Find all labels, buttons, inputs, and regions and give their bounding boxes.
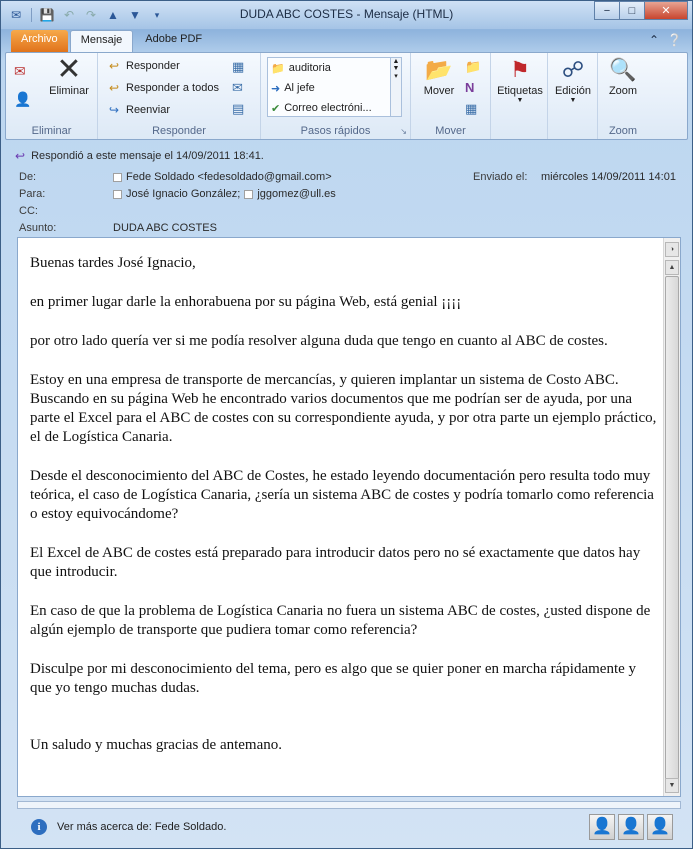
contact-checkbox[interactable] (113, 173, 122, 182)
delete-button[interactable]: ✕ Eliminar (44, 57, 94, 97)
contact-checkbox[interactable] (113, 190, 122, 199)
im-icon[interactable]: ✉ (232, 80, 243, 95)
window-controls (595, 1, 688, 20)
from-label: De: (19, 171, 37, 183)
title-bar (1, 1, 692, 29)
group-label-mover: Mover (435, 125, 466, 137)
recipient-name[interactable]: José Ignacio González; (126, 188, 241, 200)
minimize-button[interactable]: − (594, 1, 620, 20)
cc-label: CC: (19, 205, 38, 217)
sent-value: miércoles 14/09/2011 14:01 (541, 171, 676, 183)
quick-step-item[interactable]: ➜ Al jefe (271, 82, 315, 95)
quick-steps-scroll[interactable]: ▲ ▼ ▾ (390, 58, 401, 116)
ignore-icon[interactable]: ✉ (14, 63, 26, 79)
quick-step-item[interactable]: 📁 auditoria (271, 62, 331, 75)
tab-archivo[interactable]: Archivo (11, 30, 68, 52)
body-paragraph: Estoy en una empresa de transporte de mercancías, y quieren implantar un sistema de Costo ABC. Buscando en su página Web he encontrado varios documentos que me podrían ser de ayuda, por una parte el Excel para el ABC de costes con su correspondiente ayuda, y por otra parte un ejemplo práctico, el de Logística Canaria. (30, 372, 657, 445)
group-label-eliminar: Eliminar (31, 125, 72, 137)
close-button[interactable]: ✕ (644, 1, 688, 20)
tab-mensaje[interactable]: Mensaje (70, 30, 134, 52)
reply-all-button[interactable]: ↩ Responder a todos (106, 81, 219, 95)
avatar[interactable]: 👤 (647, 814, 673, 840)
rules-icon[interactable]: 📁 (465, 59, 482, 74)
scroll-down-arrow[interactable]: ▼ (665, 778, 679, 793)
body-paragraph: Un saludo y muchas gracias de antemano. (30, 737, 283, 753)
group-mover (411, 53, 491, 139)
editing-button[interactable]: ☍ Edición ▼ (548, 57, 598, 104)
body-paragraph: Disculpe por mi desconocimiento del tema, pero es algo que se quier poner en marcha rápidamente y que yo tengo muchas dudas. (30, 661, 637, 696)
group-label-zoom: Zoom (608, 125, 638, 137)
dropdown-arrow-icon: ▼ (569, 97, 577, 104)
sent-label: Enviado el: (473, 171, 528, 183)
window-title: DUDA ABC COSTES - Mensaje (HTML) (239, 7, 454, 21)
to-label: Para: (19, 188, 46, 200)
envelope-icon[interactable]: ✉ (10, 8, 22, 22)
people-toggle-icon[interactable]: ◑ (665, 242, 679, 257)
subject-label: Asunto: (19, 222, 57, 234)
tab-adobe-pdf[interactable]: Adobe PDF (145, 33, 203, 45)
zoom-button[interactable]: 🔍 Zoom (598, 57, 648, 97)
forward-button[interactable]: ↪ Reenviar (106, 103, 170, 117)
reply-icon: ↩ (108, 59, 120, 73)
ribbon (5, 52, 688, 140)
tags-button[interactable]: ⚑ Etiquetas ▼ (493, 57, 547, 104)
reply-all-icon: ↩ (108, 81, 120, 95)
maximize-button[interactable]: □ (619, 1, 645, 20)
binoculars-icon: ☍ (561, 57, 585, 82)
undo-icon[interactable]: ↶ (63, 8, 75, 22)
collapse-ribbon-icon[interactable]: ⌃ (648, 33, 660, 47)
info-icon: i (31, 819, 47, 835)
folder-icon: 📁 (271, 62, 285, 75)
group-edicion (548, 53, 598, 139)
ribbon-tabs (11, 30, 214, 52)
customize-qat-icon[interactable]: ▾ (154, 9, 160, 20)
body-paragraph: Buenas tardes José Ignacio, (30, 255, 196, 271)
up-arrow-icon[interactable]: ▲ (107, 8, 119, 22)
group-etiquetas (491, 53, 548, 139)
group-eliminar (6, 53, 98, 139)
message-text (30, 254, 658, 775)
save-icon[interactable]: 💾 (39, 8, 55, 22)
delete-x-icon: ✕ (56, 53, 82, 86)
actions-icon[interactable]: ▦ (465, 101, 478, 116)
recipient-email[interactable]: jggomez@ull.es (257, 188, 336, 200)
help-icon[interactable]: ❔ (667, 33, 682, 47)
meeting-icon[interactable]: ▦ (232, 59, 245, 74)
body-paragraph: Desde el desconocimiento del ABC de Costes, he estado leyendo documentación pero resulta todo muy teórica, el caso de Logística Canaria, ¿sería un sistema ABC de costes y podría tomarlo como referencia o estoy equivocándome? (30, 468, 654, 522)
scroll-thumb[interactable] (665, 276, 679, 782)
body-paragraph: En caso de que la problema de Logística Canaria no fuera un sistema ABC de costes, ¿usted dispone de algún ejemplo de transporte que pudiera tomar como referencia? (30, 603, 651, 638)
reply-info-bar: ↩ Respondió a este mensaje el 14/09/2011 18:41. (15, 149, 264, 163)
check-mail-icon: ✔ (271, 102, 281, 115)
people-pane-splitter[interactable] (17, 801, 681, 809)
to-value (113, 188, 336, 200)
more-respond-icon[interactable]: ▤ (232, 101, 245, 116)
down-arrow-icon[interactable]: ▼ (129, 8, 141, 22)
forward-arrow-icon: ➜ (271, 82, 281, 95)
redo-icon[interactable]: ↷ (85, 8, 97, 22)
people-avatars (589, 814, 673, 840)
subject-value: DUDA ABC COSTES (113, 222, 217, 234)
onenote-icon[interactable]: N (465, 80, 475, 95)
reply-info-icon: ↩ (15, 149, 26, 163)
contact-checkbox[interactable] (244, 190, 253, 199)
ribbon-corner-icons (649, 33, 682, 47)
group-label-responder: Responder (152, 125, 206, 137)
body-paragraph: por otro lado quería ver si me podía resolver alguna duda que tengo en cuanto al ABC de costes. (30, 333, 608, 349)
reply-button[interactable]: ↩ Responder (106, 59, 180, 73)
quick-steps-gallery (267, 57, 402, 117)
body-paragraph: El Excel de ABC de costes está preparado para introducir datos pero no sé exactamente que datos hay que introducir. (30, 545, 641, 580)
forward-icon: ↪ (108, 103, 120, 117)
flag-icon: ⚑ (510, 57, 530, 82)
people-pane (17, 811, 681, 843)
from-value[interactable]: Fede Soldado <fedesoldado@gmail.com> (113, 171, 332, 183)
group-pasos-rapidos (261, 53, 411, 139)
junk-icon[interactable]: 👤 (14, 91, 32, 107)
group-label-pasos-rapidos: Pasos rápidos (300, 125, 371, 137)
move-button[interactable]: 📂 Mover (417, 57, 461, 97)
dropdown-arrow-icon: ▼ (516, 97, 524, 104)
group-responder (98, 53, 261, 139)
move-folder-icon: 📂 (425, 57, 453, 82)
group-zoom (598, 53, 648, 139)
people-pane-text[interactable]: Ver más acerca de: Fede Soldado. (57, 821, 227, 833)
vertical-scrollbar[interactable] (663, 238, 680, 796)
magnifier-icon: 🔍 (609, 57, 637, 82)
scroll-up-arrow[interactable]: ▲ (665, 260, 679, 275)
body-paragraph: en primer lugar darle la enhorabuena por su página Web, está genial ¡¡¡¡ (30, 294, 462, 310)
message-body[interactable] (17, 237, 681, 797)
avatar[interactable]: 👤 (589, 814, 615, 840)
quick-step-item[interactable]: ✔ Correo electróni... (271, 102, 372, 115)
avatar[interactable]: 👤 (618, 814, 644, 840)
dialog-launcher-icon[interactable]: ↘ (400, 127, 407, 136)
